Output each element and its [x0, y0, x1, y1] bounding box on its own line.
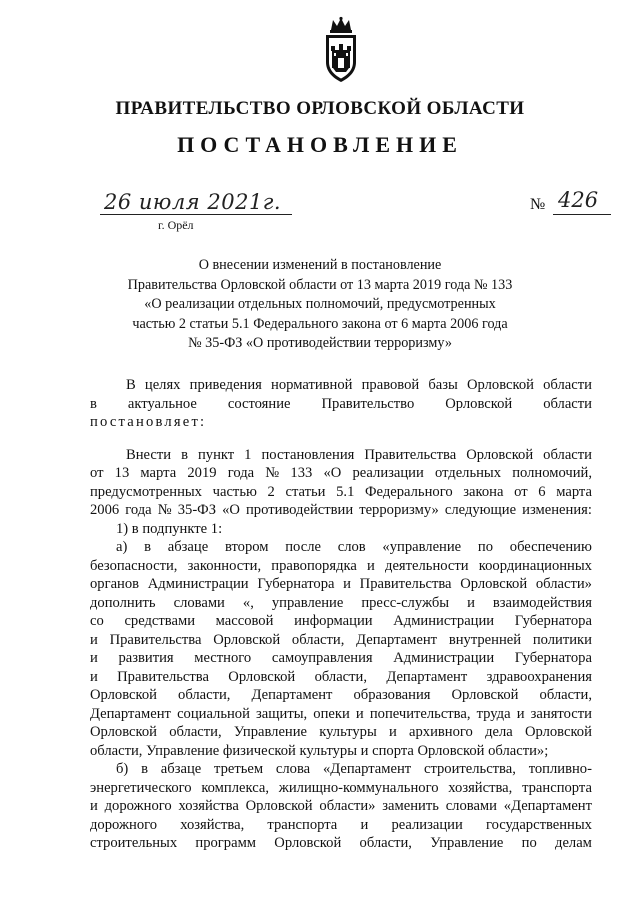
body-line: и развития местного самоуправления Администрации Губернатора [90, 650, 592, 666]
coat-of-arms-icon [318, 16, 364, 86]
city-label: г. Орёл [158, 218, 194, 232]
body-line: а) в абзаце втором после слов «управление по обеспечению [116, 539, 592, 555]
body-line: и Правительства Орловской области, Департамент внутренней политики [90, 631, 592, 648]
document-type-title: ПОСТАНОВЛЕНИЕ [177, 132, 463, 157]
organization-title: ПРАВИТЕЛЬСТВО ОРЛОВСКОЙ ОБЛАСТИ [115, 98, 525, 119]
body-line: Орловской области, Управление культуры и архивного дела Орловской [90, 724, 592, 740]
handwritten-date: 26 июля 2021г. [104, 190, 282, 214]
subject-line: частью 2 статьи 5.1 Федерального закона от 6 марта 2006 года [132, 315, 508, 332]
body-line: Департамент социальной защиты, опеки и попечительства, труда и занятости [90, 705, 592, 722]
subject-line: № 35-ФЗ «О противодействии терроризму» [188, 335, 452, 352]
body-line: энергетического комплекса, жилищно-коммунального хозяйства, транспорта [90, 779, 592, 796]
number-sign: № [530, 196, 546, 213]
date-underline [100, 214, 292, 215]
subject-line: О внесении изменений в постановление [198, 257, 442, 273]
body-line: дополнить словами «, управление пресс-службы и взаимодействия [90, 594, 592, 611]
body-line: со средствами массовой информации Администрации Губернатора [90, 613, 592, 629]
body-line: 2006 года № 35-ФЗ «О противодействии терроризму» следующие изменения: [90, 502, 592, 518]
body-line: б) в абзаце третьем слова «Департамент строительства, топливно- [116, 761, 592, 777]
body-line: в актуальное состояние Правительство Орловской области [90, 395, 592, 412]
document-subject [120, 256, 520, 354]
number-underline [553, 214, 611, 215]
document-body [90, 376, 592, 853]
body-line: предусмотренных частью 2 статьи 5.1 Федерального закона от 6 марта [90, 483, 592, 500]
body-line: безопасности, законности, правопорядка и деятельности координационных [90, 557, 592, 574]
body-line: 1) в подпункте 1: [116, 520, 223, 537]
handwritten-number: 426 [558, 188, 599, 212]
subject-line: Правительства Орловской области от 13 марта 2019 года № 133 [127, 276, 513, 293]
body-line: Внести в пункт 1 постановления Правительства Орловской области [126, 446, 592, 463]
body-line: В целях приведения нормативной правовой базы Орловской области [126, 377, 592, 393]
body-line: области, Управление физической культуры и спорта Орловской области»; [90, 742, 549, 759]
body-line: органов Администрации Губернатора и Правительства Орловской области» [90, 576, 592, 592]
body-line: и Правительства Орловской области, Департамент здравоохранения [90, 668, 592, 685]
body-line: дорожного хозяйства, транспорта и реализации государственных [90, 816, 592, 833]
body-line: строительных программ Орловской области, Управление по делам [90, 835, 592, 851]
body-line: от 13 марта 2019 года № 133 «О реализации отдельных полномочий, [90, 465, 592, 481]
body-line: и дорожного хозяйства Орловской области» заменить словами «Департамент [90, 798, 592, 814]
subject-line: «О реализации отдельных полномочий, предусмотренных [144, 296, 496, 313]
body-line: Орловской области, Департамент образования Орловской области, [90, 687, 592, 703]
body-line: постановляет: [90, 414, 207, 430]
